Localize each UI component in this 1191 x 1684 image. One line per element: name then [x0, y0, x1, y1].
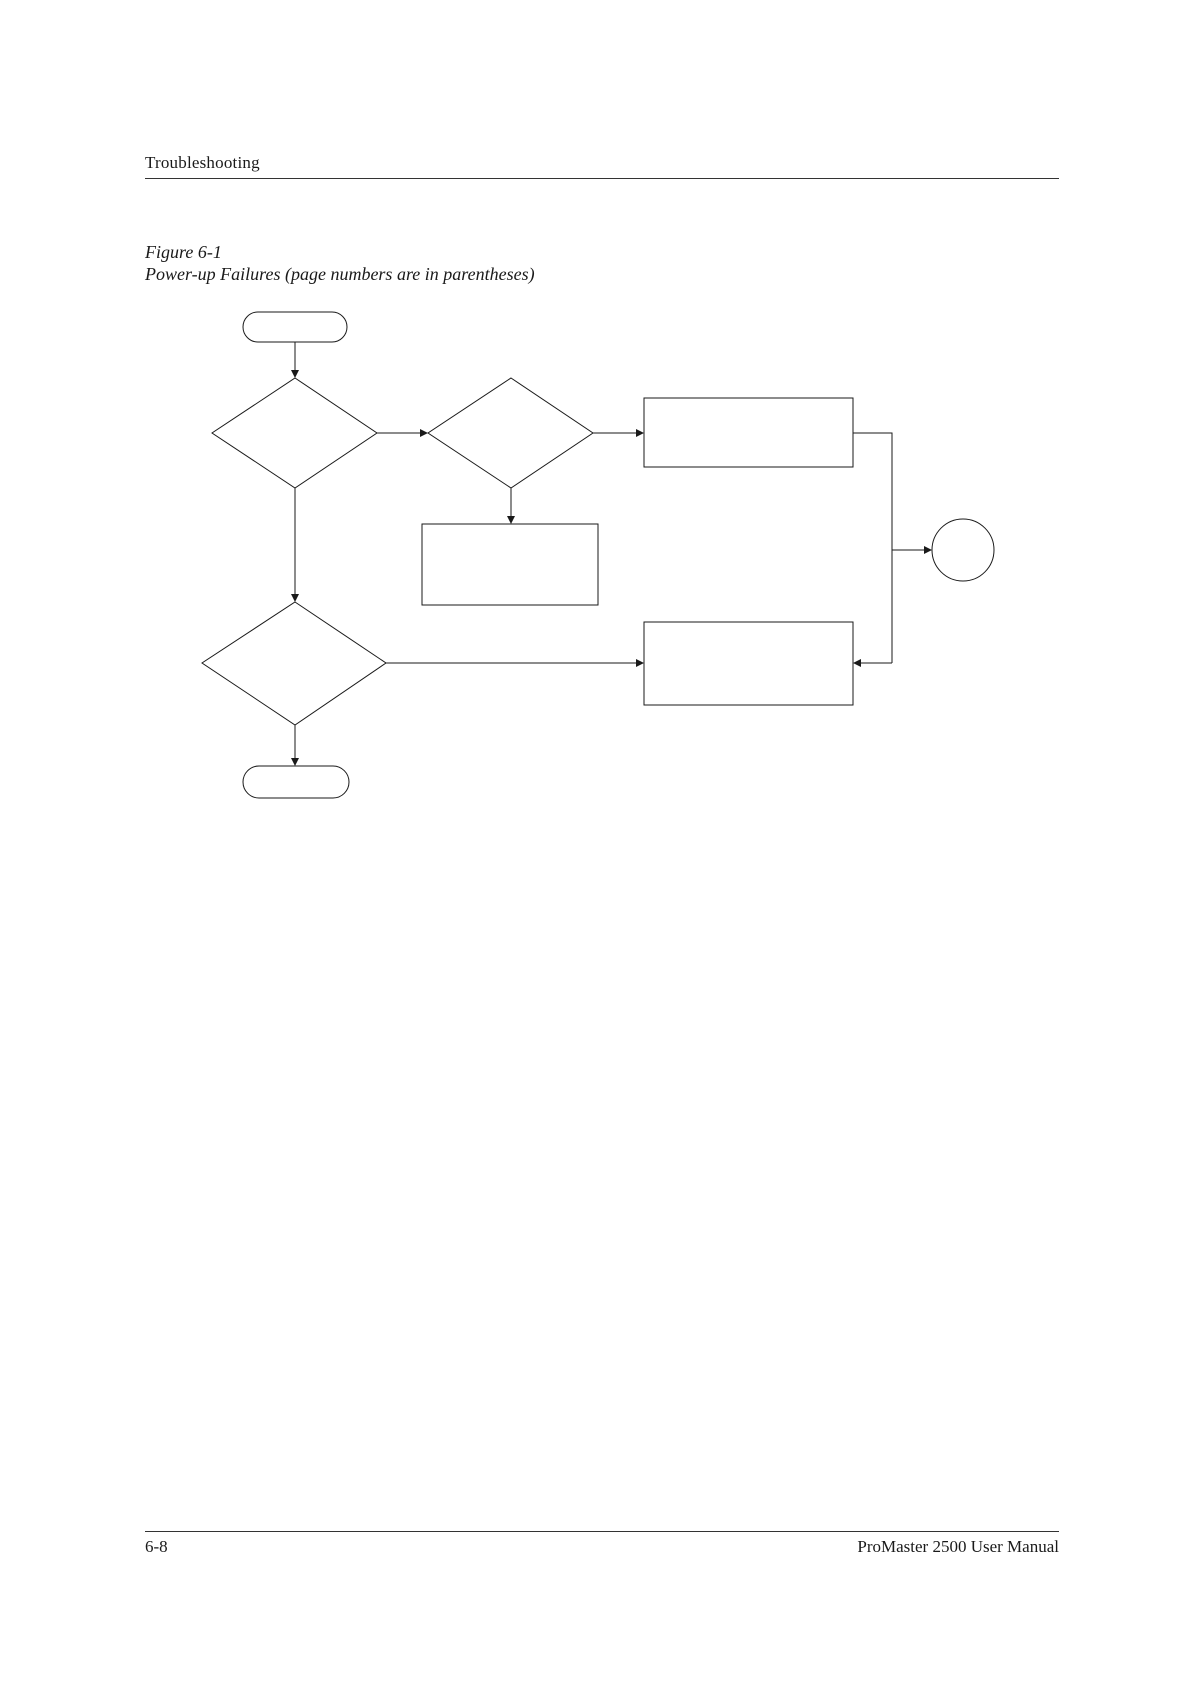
process-box-middle	[422, 524, 598, 605]
start-terminator	[243, 312, 347, 342]
figure-label: Figure 6-1	[145, 242, 222, 262]
end-terminator	[243, 766, 349, 798]
process-box-top-right	[644, 398, 853, 467]
decision-2	[428, 378, 593, 488]
footer-rule	[145, 1531, 1059, 1532]
decision-3	[202, 602, 386, 725]
running-head: Troubleshooting	[145, 153, 260, 172]
manual-title: ProMaster 2500 User Manual	[857, 1537, 1059, 1556]
connector-circle	[932, 519, 994, 581]
process-box-bottom-right	[644, 622, 853, 705]
line-box-top-right-to-bracket	[853, 433, 892, 663]
decision-1	[212, 378, 377, 488]
figure-title: Power-up Failures (page numbers are in parentheses)	[145, 264, 535, 284]
page-number: 6-8	[145, 1537, 168, 1556]
